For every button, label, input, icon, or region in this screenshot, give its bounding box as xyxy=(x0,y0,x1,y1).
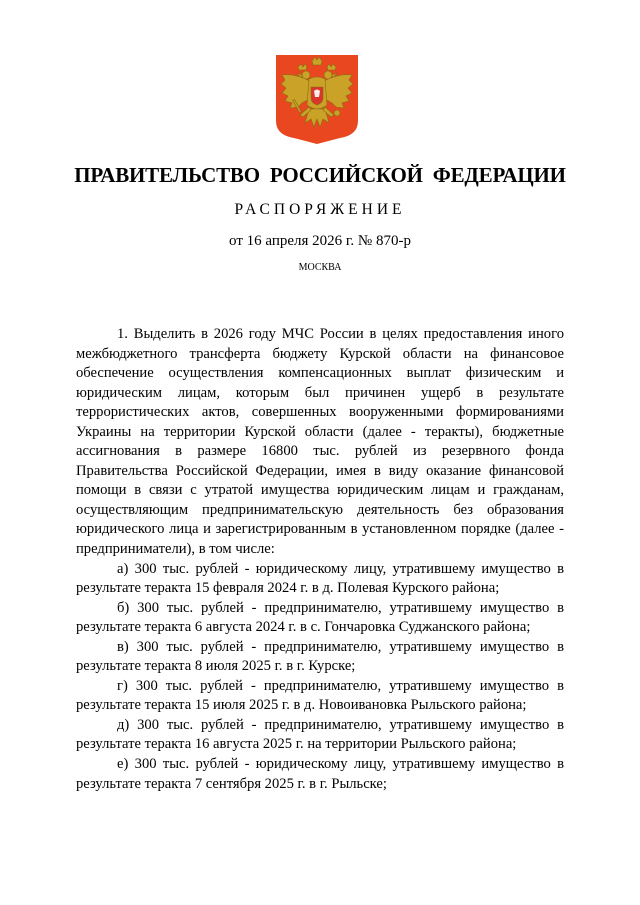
paragraph-item-v: в) 300 тыс. рублей - предпринимателю, утратившему имущество в результате теракта 8 июля 2025 г. в г. Курске; xyxy=(76,638,564,675)
document-city: МОСКВА xyxy=(298,262,342,273)
document-type: РАСПОРЯЖЕНИЕ xyxy=(234,201,406,218)
paragraph-main: 1. Выделить в 2026 году МЧС России в целях предоставления иного межбюджетного трансферта бюджету Курской области на финансовое обеспечение осуществления компенсационных выплат физическим и юридическим лицам, которым был причинен ущерб в результате террористических актов, совершенных вооруженными формированиями Украины на территории Курской области (далее - теракты), бюджетные ассигнования в размере 16800 тыс. рублей из резервного фонда Правительства Российской Федерации, имея в виду оказание финансовой помощи в связи с утратой имущества юридическим лицам и гражданам, осуществляющим предпринимательскую деятельность без образования юридического лица и зарегистрированным в установленном порядке (далее - предприниматели), в том числе: xyxy=(76,326,564,558)
paragraph-item-b: б) 300 тыс. рублей - предпринимателю, утратившему имущество в результате теракта 6 августа 2024 г. в с. Гончаровка Суджанского района; xyxy=(76,599,564,636)
coat-of-arms-of-russia-icon xyxy=(276,55,358,144)
document-date-number: от 16 апреля 2026 г. № 870-р xyxy=(229,233,411,249)
paragraph-item-d: д) 300 тыс. рублей - предпринимателю, утратившему имущество в результате теракта 16 августа 2025 г. на территории Рыльского района; xyxy=(76,716,564,753)
paragraph-item-g: г) 300 тыс. рублей - предпринимателю, утратившему имущество в результате теракта 15 июля 2025 г. в д. Новоивановка Рыльского района; xyxy=(76,677,564,714)
government-title: ПРАВИТЕЛЬСТВО РОССИЙСКОЙ ФЕДЕРАЦИИ xyxy=(74,163,566,187)
document-body xyxy=(76,325,564,794)
paragraph-item-a: а) 300 тыс. рублей - юридическому лицу, утратившему имущество в результате теракта 15 февраля 2024 г. в д. Полевая Курского района; xyxy=(76,560,564,597)
paragraph-item-e: е) 300 тыс. рублей - юридическому лицу, утратившему имущество в результате теракта 7 сентября 2025 г. в г. Рыльске; xyxy=(76,756,564,792)
